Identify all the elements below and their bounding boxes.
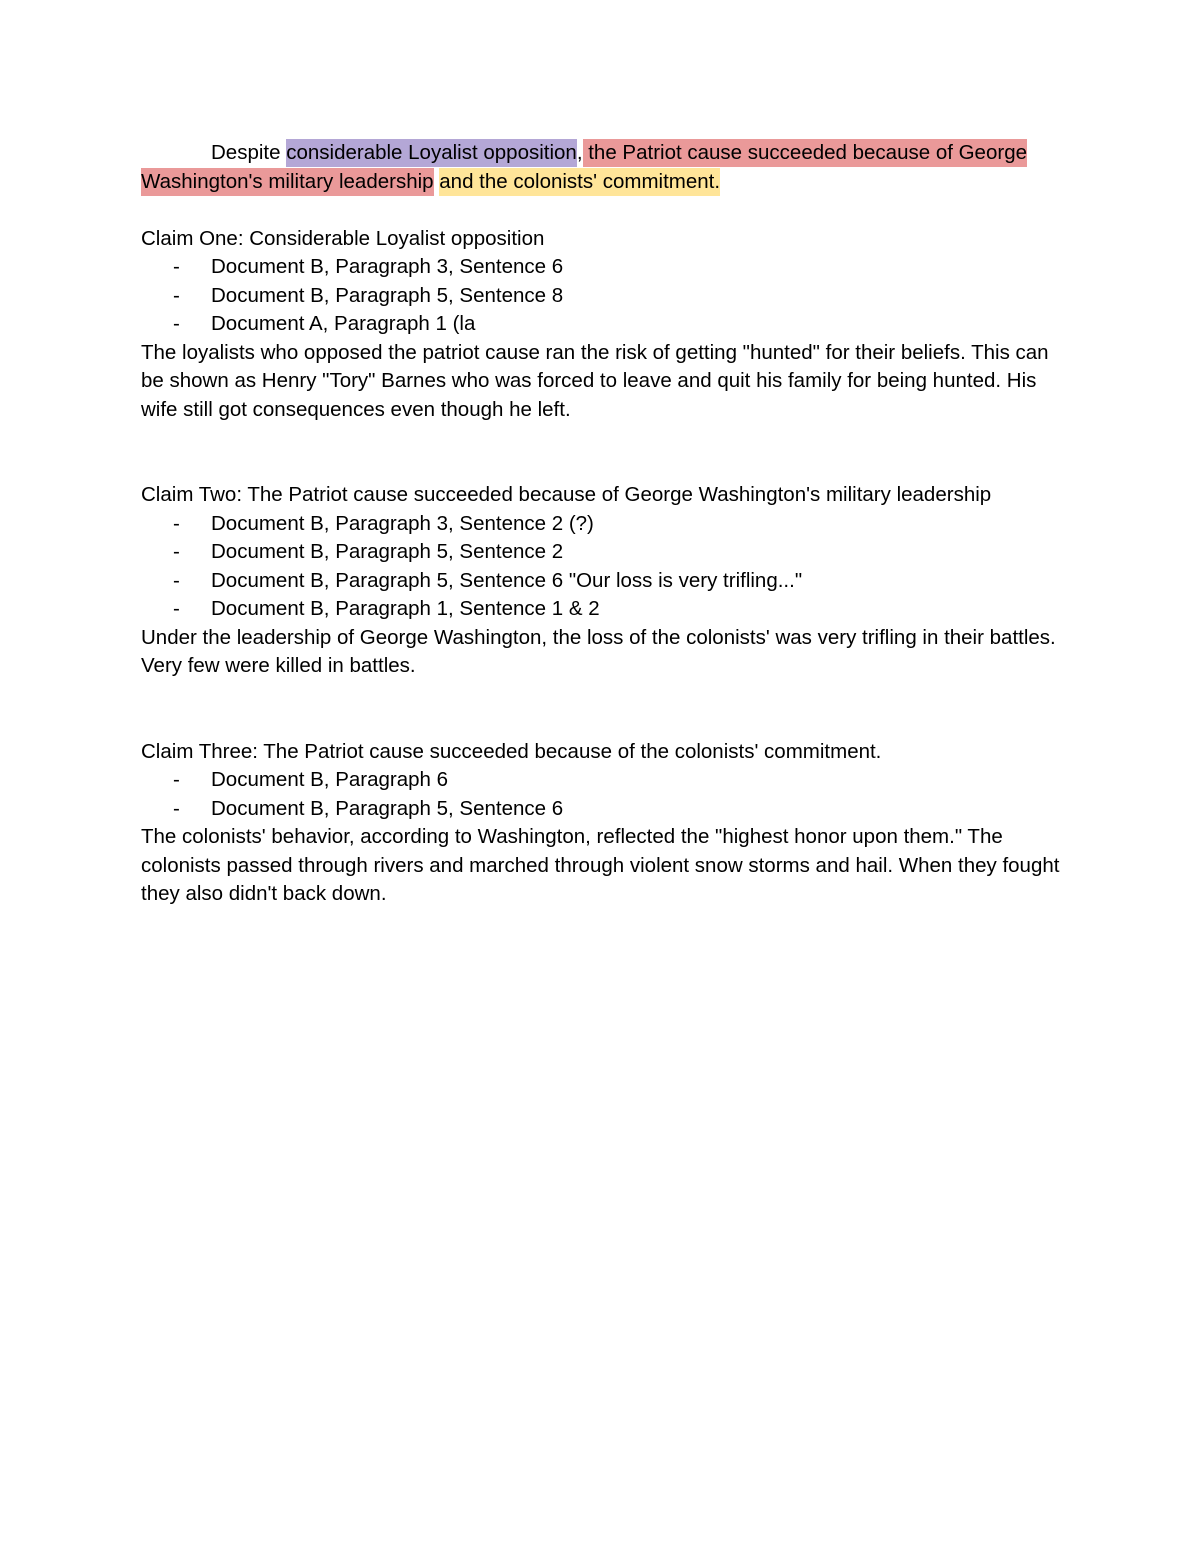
claim-explanation: The colonists' behavior, according to Washington, reflected the "highest honor upon them." The colonists passed through rivers and marched through violent snow storms and hail. When they fought they also didn't back down. (141, 825, 1060, 905)
evidence-text: Document B, Paragraph 5, Sentence 2 (211, 540, 564, 563)
evidence-text: Document B, Paragraph 6 (211, 768, 449, 791)
evidence-item (141, 253, 1071, 282)
evidence-list (141, 766, 1071, 823)
spacer (141, 196, 1071, 225)
claim-section-three (141, 738, 1071, 909)
evidence-text: Document B, Paragraph 5, Sentence 6 "Our loss is very trifling..." (211, 568, 803, 592)
claim-heading: Claim Two: The Patriot cause succeeded because of George Washington's military leadership (141, 483, 992, 506)
claim-section-two (141, 481, 1071, 681)
dash-bullet: - (173, 540, 180, 563)
dash-bullet: - (173, 768, 180, 791)
thesis-highlight-loyalist-opposition: considerable Loyalist opposition (286, 139, 577, 167)
evidence-list (141, 510, 1071, 624)
evidence-list (141, 253, 1071, 339)
evidence-text: Document B, Paragraph 3, Sentence 2 (?) (211, 511, 594, 535)
spacer (141, 681, 1071, 738)
claim-section-one (141, 225, 1071, 425)
evidence-text: Document B, Paragraph 5, Sentence 8 (211, 283, 564, 307)
evidence-item (141, 595, 1071, 624)
evidence-item (141, 310, 1071, 339)
document-body (141, 139, 1071, 909)
dash-bullet: - (173, 796, 180, 820)
claim-explanation: Under the leadership of George Washington, the loss of the colonists' was very trifling in their battles. Very few were killed in battles. (141, 625, 1056, 677)
evidence-item (141, 282, 1071, 311)
dash-bullet: - (173, 312, 180, 335)
thesis-statement (141, 139, 1071, 196)
evidence-item (141, 795, 1071, 824)
evidence-item (141, 538, 1071, 567)
claim-explanation: The loyalists who opposed the patriot cause ran the risk of getting "hunted" for their beliefs. This can be shown as Henry "Tory" Barnes who was forced to leave and quit his family for being hunted. His wife still got consequences even though he left. (141, 340, 1049, 421)
evidence-text: Document B, Paragraph 3, Sentence 6 (211, 255, 564, 278)
thesis-part2-text: the Patriot cause succeeded because of George Washington's military leadership (141, 141, 1027, 193)
dash-bullet: - (173, 597, 180, 620)
claim-heading: Claim One: Considerable Loyalist opposition (141, 226, 545, 250)
evidence-item (141, 766, 1071, 795)
evidence-text: Document B, Paragraph 1, Sentence 1 & 2 (211, 597, 600, 620)
spacer (141, 424, 1071, 481)
evidence-item (141, 567, 1071, 596)
dash-bullet: - (173, 511, 180, 535)
dash-bullet: - (173, 568, 180, 592)
dash-bullet: - (173, 283, 180, 307)
evidence-item (141, 510, 1071, 539)
thesis-comma: , (576, 141, 583, 164)
thesis-intro: Despite (211, 141, 287, 164)
claim-heading: Claim Three: The Patriot cause succeeded because of the colonists' commitment. (141, 739, 882, 763)
thesis-highlight-colonists-commitment: and the colonists' commitment. (439, 168, 720, 196)
dash-bullet: - (173, 255, 180, 278)
evidence-text: Document A, Paragraph 1 (la (211, 312, 476, 335)
evidence-text: Document B, Paragraph 5, Sentence 6 (211, 796, 564, 820)
